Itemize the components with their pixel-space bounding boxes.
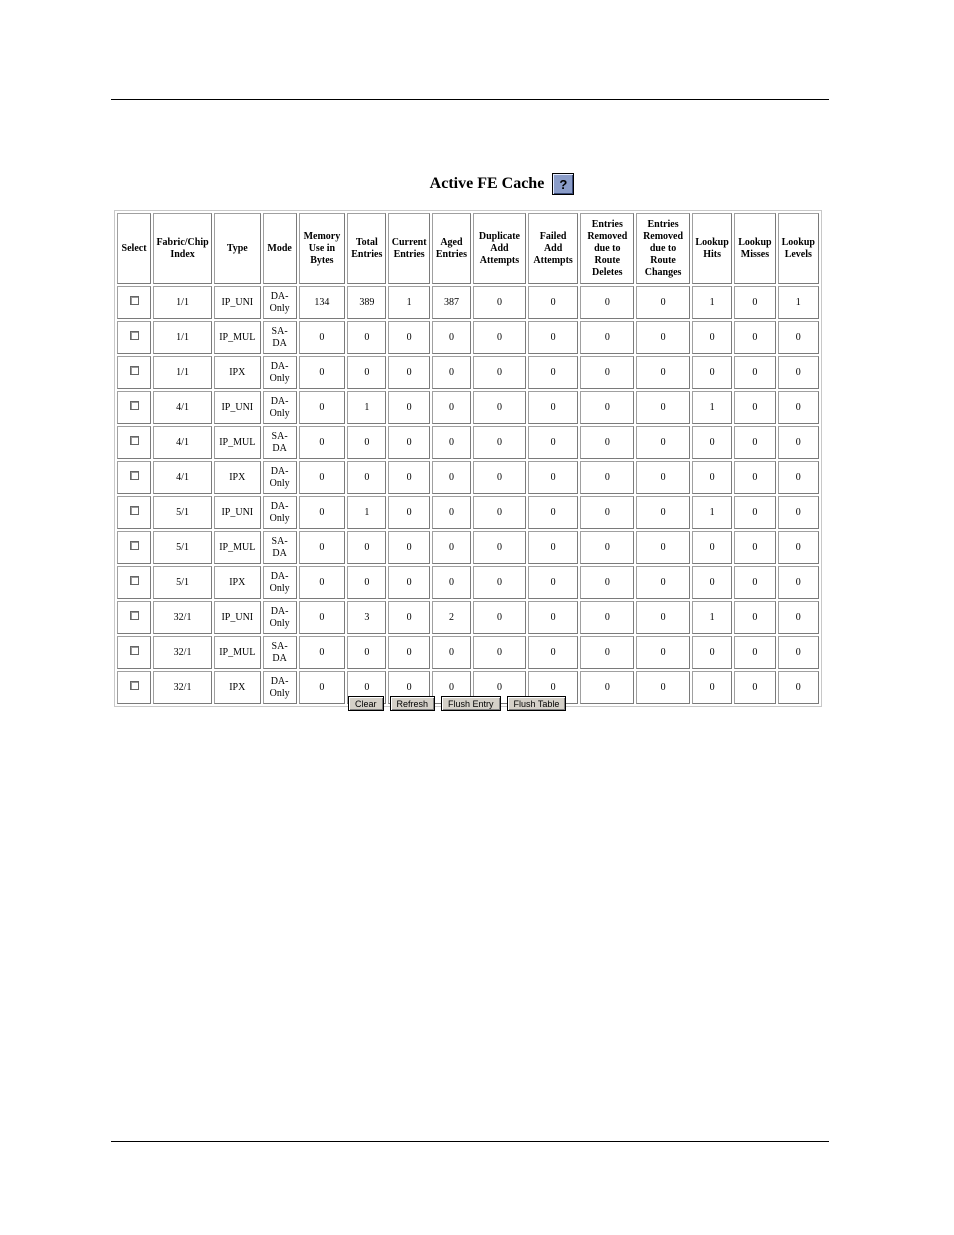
table-cell: 0 bbox=[778, 461, 819, 494]
table-cell: IPX bbox=[214, 356, 261, 389]
table-cell: 134 bbox=[299, 286, 346, 319]
table-cell: 0 bbox=[734, 601, 775, 634]
table-cell: 0 bbox=[692, 531, 732, 564]
table-body bbox=[117, 286, 819, 704]
table-row bbox=[117, 286, 819, 319]
header-aged-entries: Aged Entries bbox=[432, 213, 471, 284]
table-cell: IP_MUL bbox=[214, 531, 261, 564]
table-cell: 1 bbox=[778, 286, 819, 319]
table-cell: 0 bbox=[528, 461, 579, 494]
table-cell: 0 bbox=[734, 356, 775, 389]
table-cell: 0 bbox=[580, 321, 634, 354]
table-cell: 0 bbox=[473, 426, 526, 459]
table-cell: 0 bbox=[734, 636, 775, 669]
select-checkbox[interactable] bbox=[130, 401, 139, 410]
table-cell: 0 bbox=[734, 426, 775, 459]
table-cell: 0 bbox=[636, 321, 690, 354]
table-cell: 0 bbox=[778, 356, 819, 389]
table-row bbox=[117, 461, 819, 494]
table-cell: 0 bbox=[528, 321, 579, 354]
table-cell: 0 bbox=[528, 601, 579, 634]
table-cell: 0 bbox=[734, 286, 775, 319]
table-cell: 0 bbox=[778, 636, 819, 669]
table-cell: 0 bbox=[473, 286, 526, 319]
table-cell: 0 bbox=[432, 671, 471, 704]
table-cell: 0 bbox=[580, 671, 634, 704]
top-rule bbox=[111, 99, 829, 100]
table-cell: DA-Only bbox=[263, 286, 297, 319]
table-cell: 0 bbox=[734, 321, 775, 354]
table-cell: 0 bbox=[636, 601, 690, 634]
refresh-button[interactable]: Refresh bbox=[390, 696, 436, 711]
table-cell: 0 bbox=[734, 461, 775, 494]
table-cell: 0 bbox=[347, 426, 386, 459]
header-lookup-misses: Lookup Misses bbox=[734, 213, 775, 284]
table-cell: 0 bbox=[580, 601, 634, 634]
table-cell: 0 bbox=[692, 461, 732, 494]
fe-cache-table bbox=[114, 210, 822, 707]
table-cell: 0 bbox=[432, 531, 471, 564]
table-cell: IP_MUL bbox=[214, 321, 261, 354]
header-removed-route-changes: Entries Removed due to Route Changes bbox=[636, 213, 690, 284]
clear-button[interactable]: Clear bbox=[348, 696, 384, 711]
table-cell: 0 bbox=[473, 356, 526, 389]
table-cell: 0 bbox=[580, 286, 634, 319]
table-cell: SA-DA bbox=[263, 636, 297, 669]
table-cell: IP_UNI bbox=[214, 286, 261, 319]
header-failed-add-attempts: Failed Add Attempts bbox=[528, 213, 579, 284]
table-cell: 0 bbox=[473, 636, 526, 669]
table-cell: 0 bbox=[734, 566, 775, 599]
table-cell: 0 bbox=[473, 391, 526, 424]
select-cell bbox=[117, 601, 151, 634]
select-cell bbox=[117, 566, 151, 599]
table-cell: 0 bbox=[473, 566, 526, 599]
table-cell: 0 bbox=[636, 671, 690, 704]
table-cell: 0 bbox=[580, 461, 634, 494]
table-cell: 0 bbox=[636, 286, 690, 319]
table-cell: 0 bbox=[636, 426, 690, 459]
table-cell: 0 bbox=[692, 636, 732, 669]
table-cell: 0 bbox=[778, 321, 819, 354]
table-cell: 0 bbox=[299, 671, 346, 704]
table-cell: 0 bbox=[636, 496, 690, 529]
table-cell: 0 bbox=[432, 566, 471, 599]
bottom-rule bbox=[111, 1141, 829, 1142]
table-cell: 0 bbox=[388, 426, 429, 459]
table-cell: IP_MUL bbox=[214, 636, 261, 669]
table-cell: 0 bbox=[778, 496, 819, 529]
table-cell: 0 bbox=[347, 566, 386, 599]
select-checkbox[interactable] bbox=[130, 506, 139, 515]
table-cell: 0 bbox=[734, 391, 775, 424]
table-cell: 1/1 bbox=[153, 286, 212, 319]
table-cell: 0 bbox=[636, 531, 690, 564]
table-cell: DA-Only bbox=[263, 356, 297, 389]
table-cell: 0 bbox=[432, 356, 471, 389]
table-cell: DA-Only bbox=[263, 391, 297, 424]
select-cell bbox=[117, 461, 151, 494]
table-cell: 0 bbox=[528, 391, 579, 424]
flush-table-button[interactable]: Flush Table bbox=[507, 696, 567, 711]
table-cell: 0 bbox=[432, 496, 471, 529]
table-cell: 0 bbox=[432, 636, 471, 669]
table-cell: 0 bbox=[580, 566, 634, 599]
select-checkbox[interactable] bbox=[130, 436, 139, 445]
table-cell: 0 bbox=[692, 671, 732, 704]
table-cell: SA-DA bbox=[263, 531, 297, 564]
table-row bbox=[117, 426, 819, 459]
table-cell: 0 bbox=[347, 636, 386, 669]
table-cell: IPX bbox=[214, 461, 261, 494]
table-cell: 0 bbox=[473, 496, 526, 529]
table-cell: 2 bbox=[432, 601, 471, 634]
table-cell: 0 bbox=[299, 391, 346, 424]
select-checkbox[interactable] bbox=[130, 646, 139, 655]
table-cell: 32/1 bbox=[153, 601, 212, 634]
table-cell: 1 bbox=[692, 286, 732, 319]
select-cell bbox=[117, 531, 151, 564]
table-cell: 0 bbox=[432, 391, 471, 424]
table-cell: 0 bbox=[299, 601, 346, 634]
table-cell: 0 bbox=[473, 671, 526, 704]
table-cell: 3 bbox=[347, 601, 386, 634]
select-cell bbox=[117, 286, 151, 319]
header-type: Type bbox=[214, 213, 261, 284]
table-cell: 0 bbox=[528, 636, 579, 669]
table-cell: 0 bbox=[299, 426, 346, 459]
header-memory-use: Memory Use in Bytes bbox=[299, 213, 346, 284]
header-duplicate-add-attempts: Duplicate Add Attempts bbox=[473, 213, 526, 284]
table-cell: 0 bbox=[388, 671, 429, 704]
header-lookup-levels: Lookup Levels bbox=[778, 213, 819, 284]
table-cell: 0 bbox=[580, 391, 634, 424]
table-cell: 0 bbox=[473, 461, 526, 494]
select-checkbox[interactable] bbox=[130, 296, 139, 305]
select-checkbox[interactable] bbox=[130, 611, 139, 620]
table-cell: 0 bbox=[580, 636, 634, 669]
select-cell bbox=[117, 496, 151, 529]
table-cell: 0 bbox=[734, 531, 775, 564]
table-row bbox=[117, 356, 819, 389]
table-cell: 5/1 bbox=[153, 496, 212, 529]
table-cell: 0 bbox=[388, 321, 429, 354]
table-cell: 0 bbox=[347, 531, 386, 564]
table-cell: 0 bbox=[580, 356, 634, 389]
header-removed-route-deletes: Entries Removed due to Route Deletes bbox=[580, 213, 634, 284]
table-row bbox=[117, 601, 819, 634]
table-cell: 0 bbox=[388, 356, 429, 389]
table-cell: 0 bbox=[778, 601, 819, 634]
table-cell: 0 bbox=[299, 531, 346, 564]
table-cell: 0 bbox=[388, 391, 429, 424]
table-cell: 0 bbox=[388, 566, 429, 599]
table-cell: 1/1 bbox=[153, 356, 212, 389]
table-cell: 1 bbox=[692, 601, 732, 634]
table-cell: 4/1 bbox=[153, 426, 212, 459]
table-cell: 0 bbox=[388, 496, 429, 529]
select-cell bbox=[117, 671, 151, 704]
help-icon: ? bbox=[559, 176, 568, 192]
table-row bbox=[117, 636, 819, 669]
table-cell: 1 bbox=[388, 286, 429, 319]
table-header-row bbox=[117, 213, 819, 284]
table-cell: 0 bbox=[580, 496, 634, 529]
table-cell: 0 bbox=[299, 636, 346, 669]
table-cell: 5/1 bbox=[153, 566, 212, 599]
table-cell: 0 bbox=[692, 356, 732, 389]
table-cell: IP_MUL bbox=[214, 426, 261, 459]
table-cell: DA-Only bbox=[263, 566, 297, 599]
select-checkbox[interactable] bbox=[130, 471, 139, 480]
table-cell: 0 bbox=[528, 671, 579, 704]
table-cell: 0 bbox=[299, 461, 346, 494]
table-row bbox=[117, 566, 819, 599]
table-cell: 0 bbox=[778, 391, 819, 424]
table-cell: 0 bbox=[347, 356, 386, 389]
table-cell: 0 bbox=[636, 391, 690, 424]
select-cell bbox=[117, 391, 151, 424]
table-cell: 0 bbox=[473, 531, 526, 564]
table-cell: 0 bbox=[528, 531, 579, 564]
table-cell: 4/1 bbox=[153, 461, 212, 494]
flush-entry-button[interactable]: Flush Entry bbox=[441, 696, 501, 711]
table-cell: 0 bbox=[580, 426, 634, 459]
table-row bbox=[117, 391, 819, 424]
table-cell: 0 bbox=[388, 636, 429, 669]
table-cell: IP_UNI bbox=[214, 601, 261, 634]
table-cell: 0 bbox=[692, 566, 732, 599]
header-lookup-hits: Lookup Hits bbox=[692, 213, 732, 284]
table-row bbox=[117, 321, 819, 354]
select-checkbox[interactable] bbox=[130, 681, 139, 690]
table-cell: 389 bbox=[347, 286, 386, 319]
table-cell: 0 bbox=[473, 601, 526, 634]
table-row bbox=[117, 496, 819, 529]
table-cell: 0 bbox=[388, 461, 429, 494]
table-cell: 0 bbox=[347, 461, 386, 494]
table-cell: 0 bbox=[636, 636, 690, 669]
table-cell: 0 bbox=[636, 461, 690, 494]
table-cell: 0 bbox=[432, 321, 471, 354]
table-cell: 0 bbox=[299, 321, 346, 354]
table-cell: 0 bbox=[778, 671, 819, 704]
table-row bbox=[117, 531, 819, 564]
table-cell: 0 bbox=[299, 566, 346, 599]
table-cell: 0 bbox=[778, 426, 819, 459]
table-cell: 0 bbox=[778, 566, 819, 599]
help-button[interactable] bbox=[552, 173, 574, 195]
table-cell: 0 bbox=[432, 461, 471, 494]
select-checkbox[interactable] bbox=[130, 331, 139, 340]
table-cell: 0 bbox=[692, 426, 732, 459]
select-checkbox[interactable] bbox=[130, 541, 139, 550]
page-title: Active FE Cache bbox=[429, 175, 545, 192]
table-cell: DA-Only bbox=[263, 601, 297, 634]
table-cell: 1 bbox=[347, 496, 386, 529]
table-cell: 0 bbox=[636, 356, 690, 389]
table-cell: DA-Only bbox=[263, 461, 297, 494]
table-cell: 0 bbox=[692, 321, 732, 354]
table-cell: 0 bbox=[528, 426, 579, 459]
table-cell: 0 bbox=[299, 356, 346, 389]
table-cell: 0 bbox=[347, 671, 386, 704]
table-cell: 0 bbox=[528, 496, 579, 529]
select-cell bbox=[117, 356, 151, 389]
action-buttons bbox=[348, 696, 566, 711]
table-cell: IP_UNI bbox=[214, 496, 261, 529]
select-cell bbox=[117, 426, 151, 459]
table-cell: 0 bbox=[347, 321, 386, 354]
table-cell: 0 bbox=[580, 531, 634, 564]
table-cell: 32/1 bbox=[153, 671, 212, 704]
table-cell: 0 bbox=[388, 531, 429, 564]
table-cell: IP_UNI bbox=[214, 391, 261, 424]
table-cell: 0 bbox=[299, 496, 346, 529]
select-checkbox[interactable] bbox=[130, 576, 139, 585]
header-fabric-chip-index: Fabric/Chip Index bbox=[153, 213, 212, 284]
table-cell: DA-Only bbox=[263, 671, 297, 704]
header-current-entries: Current Entries bbox=[388, 213, 429, 284]
table-cell: 4/1 bbox=[153, 391, 212, 424]
table-cell: 0 bbox=[778, 531, 819, 564]
table-cell: 1 bbox=[347, 391, 386, 424]
table-cell: 0 bbox=[473, 321, 526, 354]
title-row bbox=[0, 170, 954, 198]
select-cell bbox=[117, 321, 151, 354]
table-cell: 1 bbox=[692, 391, 732, 424]
table-cell: 0 bbox=[528, 356, 579, 389]
table-cell: IPX bbox=[214, 671, 261, 704]
select-cell bbox=[117, 636, 151, 669]
table-cell: 0 bbox=[734, 496, 775, 529]
table-cell: 1 bbox=[692, 496, 732, 529]
table-cell: 32/1 bbox=[153, 636, 212, 669]
table-cell: 0 bbox=[734, 671, 775, 704]
table-cell: IPX bbox=[214, 566, 261, 599]
table-cell: 0 bbox=[636, 566, 690, 599]
table-cell: SA-DA bbox=[263, 426, 297, 459]
select-checkbox[interactable] bbox=[130, 366, 139, 375]
table-cell: 0 bbox=[528, 286, 579, 319]
table-cell: 0 bbox=[528, 566, 579, 599]
table-cell: 5/1 bbox=[153, 531, 212, 564]
header-mode: Mode bbox=[263, 213, 297, 284]
table-cell: 387 bbox=[432, 286, 471, 319]
table-cell: 1/1 bbox=[153, 321, 212, 354]
table-cell: 0 bbox=[388, 601, 429, 634]
table-cell: 0 bbox=[432, 426, 471, 459]
header-select: Select bbox=[117, 213, 151, 284]
table-cell: DA-Only bbox=[263, 496, 297, 529]
header-total-entries: Total Entries bbox=[347, 213, 386, 284]
table-cell: SA-DA bbox=[263, 321, 297, 354]
